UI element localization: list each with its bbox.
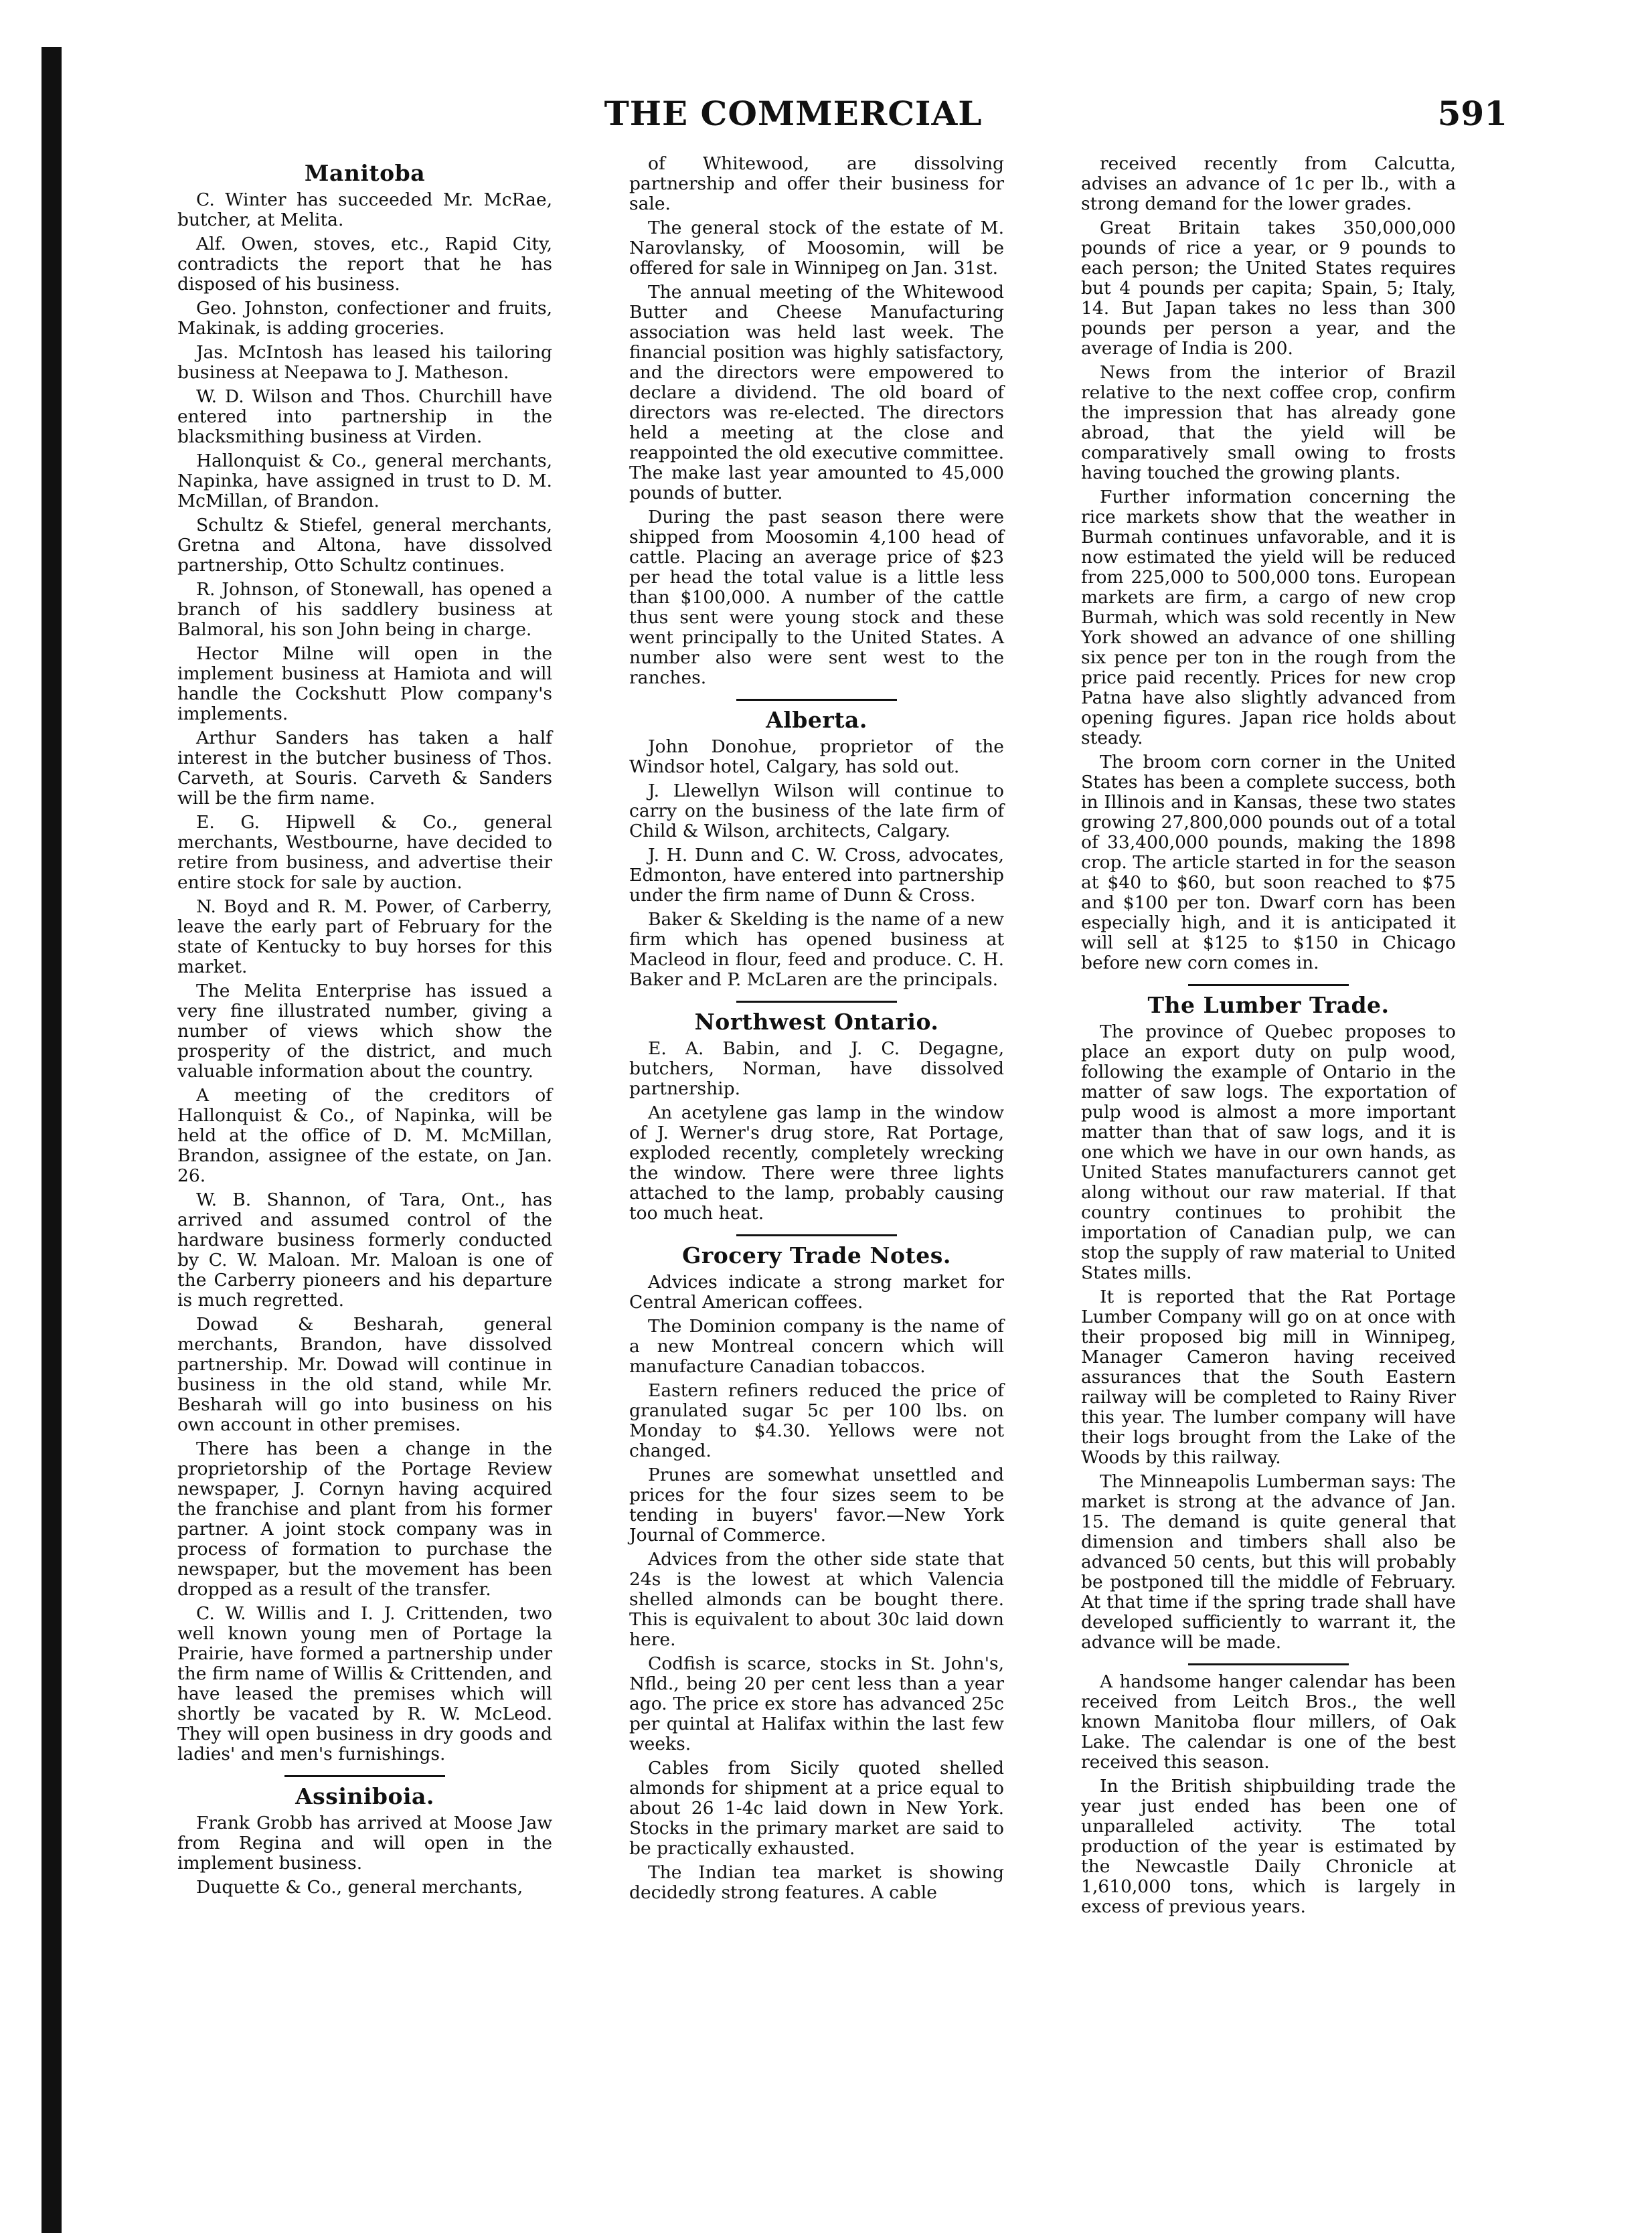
news-paragraph: Hector Milne will open in the implement business at Hamiota and will handle the Cockshutt Plow company's implements.: [177, 643, 552, 724]
news-paragraph: C. W. Willis and I. J. Crittenden, two well known young men of Portage la Prairie, have formed a partnership under the firm name of Willis & Crittenden, and have leased the premises which will shortly be vacated by R. W. McLeod. They will open business in dry goods and ladies' and men's furnishings.: [177, 1603, 552, 1764]
news-paragraph: E. A. Babin, and J. C. Degagne, butchers, Norman, have dissolved partnership.: [629, 1038, 1004, 1099]
section-divider: [284, 1775, 445, 1777]
news-paragraph: Alf. Owen, stoves, etc., Rapid City, contradicts the report that he has disposed of his business.: [177, 234, 552, 295]
news-paragraph: There has been a change in the proprietorship of the Portage Review newspaper, J. Cornyn having acquired the franchise and plant from his former partner. A joint stock company was in process of formation to purchase the newspaper, but the movement has been dropped as a result of the transfer.: [177, 1438, 552, 1600]
publication-title: THE COMMERCIAL: [604, 94, 983, 133]
article-section: [1081, 154, 1456, 973]
news-paragraph: A handsome hanger calendar has been received from Leitch Bros., the well known Manitoba flour millers, of Oak Lake. The calendar is one of the best received this season.: [1081, 1671, 1456, 1772]
news-paragraph: During the past season there were shipped from Moosomin 4,100 head of cattle. Placing an average price of $23 per head the total value is a little less than $100,000. A number of the cattle thus sent were young stock and these went principally to the United States. A number also were sent west to the ranches.: [629, 507, 1004, 688]
news-paragraph: It is reported that the Rat Portage Lumber Company will go on at once with their proposed big mill in Winnipeg, Manager Cameron having received assurances that the South Eastern railway will be completed to Rainy River this year. The lumber company will have their logs brought from the Lake of the Woods by this railway.: [1081, 1287, 1456, 1468]
news-paragraph: A meeting of the creditors of Hallonquist & Co., of Napinka, will be held at the office of D. M. McMillan, Brandon, assignee of the estate, on Jan. 26.: [177, 1085, 552, 1186]
section-heading: Manitoba: [304, 160, 426, 186]
news-paragraph: J. Llewellyn Wilson will continue to carry on the business of the late firm of Child & Wilson, architects, Calgary.: [629, 780, 1004, 841]
section-divider: [1188, 984, 1349, 986]
section-divider: [736, 699, 897, 701]
news-paragraph: News from the interior of Brazil relative to the next coffee crop, confirm the impression that has already gone abroad, that the yield will be comparatively small owing to frosts having touched the growing plants.: [1081, 362, 1456, 483]
news-paragraph: C. Winter has succeeded Mr. McRae, butcher, at Melita.: [177, 189, 552, 230]
article-section: [629, 1001, 1004, 1224]
news-paragraph: Schultz & Stiefel, general merchants, Gretna and Altona, have dissolved partnership, Otto Schultz continues.: [177, 515, 552, 576]
news-paragraph: Advices from the other side state that 24s is the lowest at which Valencia shelled almonds can be bought there. This is equivalent to about 30c laid down here.: [629, 1549, 1004, 1650]
news-paragraph: Jas. McIntosh has leased his tailoring business at Neepawa to J. Matheson.: [177, 342, 552, 383]
news-paragraph: Geo. Johnston, confectioner and fruits, Makinak, is adding groceries.: [177, 298, 552, 339]
news-paragraph: Eastern refiners reduced the price of granulated sugar 5c per 100 lbs. on Monday to $4.30. Yellows were not changed.: [629, 1380, 1004, 1461]
news-paragraph: received recently from Calcutta, advises an advance of 1c per lb., with a strong demand for the lower grades.: [1081, 153, 1456, 214]
news-paragraph: Further information concerning the rice markets show that the weather in Burmah continues unfavorable, and it is now estimated the yield will be reduced from 225,000 to 500,000 tons. European markets are firm, a cargo of new crop Burmah, which was sold recently in New York showed an advance of one shilling six pence per ton in the rough from the price paid recently. Prices for new crop Patna have also slightly advanced from opening figures. Japan rice holds about steady.: [1081, 487, 1456, 748]
news-paragraph: Advices indicate a strong market for Central American coffees.: [629, 1272, 1004, 1313]
section-divider: [736, 1001, 897, 1003]
news-paragraph: W. B. Shannon, of Tara, Ont., has arrived and assumed control of the hardware business formerly conducted by C. W. Maloan. Mr. Maloan is one of the Carberry pioneers and his departure is much regretted.: [177, 1189, 552, 1311]
section-heading: Grocery Trade Notes.: [682, 1242, 951, 1268]
article-section: [629, 699, 1004, 990]
news-paragraph: In the British shipbuilding trade the year just ended has been one of unparalleled activity. The total production of the year is estimated by the Newcastle Daily Chronicle at 1,610,000 tons, which is largely in excess of previous years.: [1081, 1776, 1456, 1917]
section-heading: Assiniboia.: [295, 1783, 434, 1809]
news-paragraph: The province of Quebec proposes to place an export duty on pulp wood, following the example of Ontario in the matter of saw logs. The exportation of pulp wood is almost a more important matter than that of saw logs, and it is one which we have in our own hands, as United States manufacturers cannot get along without our raw material. If that country continues to prohibit the importation of Canadian pulp, we can stop the supply of raw material to United States mills.: [1081, 1021, 1456, 1283]
section-heading: Alberta.: [766, 707, 868, 733]
news-paragraph: of Whitewood, are dissolving partnership and offer their business for sale.: [629, 153, 1004, 214]
news-paragraph: Prunes are somewhat unsettled and prices for the four sizes seem to be tending in buyers' favor.—New York Journal of Commerce.: [629, 1465, 1004, 1546]
article-section: [177, 1775, 552, 1898]
article-section: [629, 1234, 1004, 1903]
column-1: [177, 154, 552, 1906]
news-paragraph: The Minneapolis Lumberman says: The market is strong at the advance of Jan. 15. The demand is quite general that dimension and timbers shall also be advanced 50 cents, but this will probably be postponed till the middle of February. At that time if the spring trade shall have developed sufficiently to warrant it, the advance will be made.: [1081, 1471, 1456, 1653]
news-paragraph: Frank Grobb has arrived at Moose Jaw from Regina and will open in the implement business.: [177, 1813, 552, 1874]
news-paragraph: W. D. Wilson and Thos. Churchill have entered into partnership in the blacksmithing business at Virden.: [177, 386, 552, 447]
news-paragraph: Cables from Sicily quoted shelled almonds for shipment at a price equal to about 26 1-4c laid down in New York. Stocks in the primary market are said to be practically exhausted.: [629, 1758, 1004, 1859]
news-paragraph: Great Britain takes 350,000,000 pounds of rice a year, or 9 pounds to each person; the United States requires but 4 pounds per capita; Spain, 5; Italy, 14. But Japan takes no less than 300 pounds per person a year, and the average of India is 200.: [1081, 218, 1456, 359]
page-header: [74, 94, 1513, 134]
news-paragraph: E. G. Hipwell & Co., general merchants, Westbourne, have decided to retire from business, and advertise their entire stock for sale by auction.: [177, 812, 552, 893]
news-paragraph: R. Johnson, of Stonewall, has opened a branch of his saddlery business at Balmoral, his son John being in charge.: [177, 579, 552, 640]
news-paragraph: Duquette & Co., general merchants,: [196, 1877, 523, 1898]
news-paragraph: J. H. Dunn and C. W. Cross, advocates, Edmonton, have entered into partnership under the firm name of Dunn & Cross.: [629, 845, 1004, 906]
news-paragraph: Codfish is scarce, stocks in St. John's, Nfld., being 20 per cent less than a year ago. The price ex store has advanced 25c per quintal at Halifax within the last few weeks.: [629, 1653, 1004, 1754]
news-paragraph: Hallonquist & Co., general merchants, Napinka, have assigned in trust to D. M. McMillan, of Brandon.: [177, 450, 552, 511]
scan-edge-bar: [42, 47, 62, 2233]
news-paragraph: The general stock of the estate of M. Narovlansky, of Moosomin, will be offered for sale in Winnipeg on Jan. 31st.: [629, 218, 1004, 278]
article-section: [629, 154, 1004, 688]
news-paragraph: The annual meeting of the Whitewood Butter and Cheese Manufacturing association was held last week. The financial position was highly satisfactory, and the directors were empowered to declare a dividend. The old board of directors was re-elected. The directors held a meeting at the close and reappointed the old executive committee. The make last year amounted to 45,000 pounds of butter.: [629, 282, 1004, 503]
news-paragraph: Dowad & Besharah, general merchants, Brandon, have dissolved partnership. Mr. Dowad will continue in business in the old stand, while Mr. Besharah will go into business on his own account in other premises.: [177, 1314, 552, 1435]
news-paragraph: The Indian tea market is showing decidedly strong features. A cable: [629, 1862, 1004, 1903]
news-paragraph: John Donohue, proprietor of the Windsor hotel, Calgary, has sold out.: [629, 736, 1004, 777]
news-paragraph: Baker & Skelding is the name of a new firm which has opened business at Macleod in flour, feed and produce. C. H. Baker and P. McLaren are the principals.: [629, 909, 1004, 990]
section-divider: [736, 1234, 897, 1236]
news-paragraph: Arthur Sanders has taken a half interest in the butcher business of Thos. Carveth, at Souris. Carveth & Sanders will be the firm name.: [177, 728, 552, 809]
section-heading: Northwest Ontario.: [694, 1009, 939, 1035]
section-heading: The Lumber Trade.: [1147, 992, 1390, 1018]
news-paragraph: The broom corn corner in the United States has been a complete success, both in Illinois and in Kansas, these two states growing 27,800,000 pounds out of a total of 33,400,000 pounds, making the 1898 crop. The article started in for the season at $40 to $60, but soon reached to $75 and $100 per ton. Dwarf corn has been especially high, and it is anticipated it will sell at $125 to $150 in Chicago before new corn comes in.: [1081, 752, 1456, 973]
news-paragraph: N. Boyd and R. M. Power, of Carberry, leave the early part of February for the state of Kentucky to buy horses for this market.: [177, 896, 552, 977]
news-paragraph: The Melita Enterprise has issued a very fine illustrated number, giving a number of views which show the prosperity of the district, and much valuable information about the country.: [177, 981, 552, 1082]
page-number: 591: [1437, 94, 1507, 133]
news-paragraph: An acetylene gas lamp in the window of J. Werner's drug store, Rat Portage, exploded recently, completely wrecking the window. There were three lights attached to the lamp, probably causing too much heat.: [629, 1102, 1004, 1224]
section-divider: [1188, 1663, 1349, 1665]
column-2: [629, 154, 1004, 1911]
column-3: [1081, 154, 1456, 1925]
article-section: [1081, 984, 1456, 1653]
article-section: [177, 160, 552, 1764]
article-section: [1081, 1663, 1456, 1917]
news-paragraph: The Dominion company is the name of a new Montreal concern which will manufacture Canadian tobaccos.: [629, 1316, 1004, 1377]
